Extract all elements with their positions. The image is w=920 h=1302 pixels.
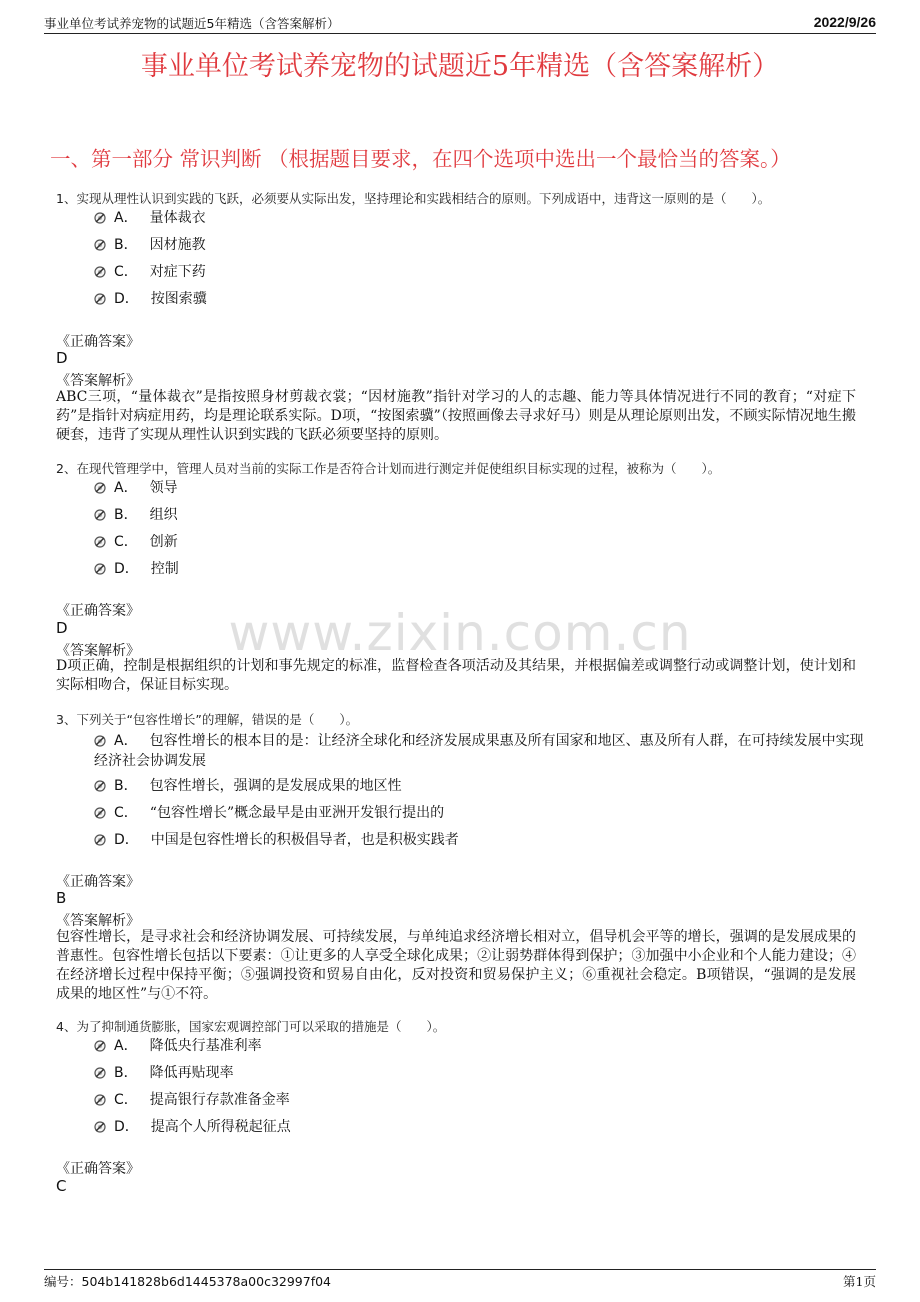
option-letter: C． [114,264,138,280]
radio-icon[interactable] [94,212,106,224]
option-a[interactable] [94,731,864,771]
correct-answer: D [56,349,68,367]
option-text: 包容性增长，强调的是发展成果的地区性 [149,778,402,794]
option-a[interactable] [94,478,864,498]
correct-answer: B [56,889,67,907]
explanation-label: 《答案解析》 [56,913,140,929]
option-text: 提高银行存款准备金率 [149,1092,290,1108]
question-stem: 4、为了抑制通货膨胀，国家宏观调控部门可以采取的措施是（ ）。 [56,1019,446,1034]
option-a[interactable] [94,1036,864,1056]
option-b[interactable] [94,505,864,525]
explanation-text: ABC三项，“量体裁衣”是指按照身材剪裁衣裳；“因材施教”指针对学习的人的志趣、能力等具体情况进行不同的教育；“对症下药”是指针对病症用药，均是理论联系实际。D项，“按图索骥”（按照画像去寻求好马）则是从理论原则出发，不顾实际情况地生搬硬套，违背了实现从理性认识到实践的飞跃必须要坚持的原则。 [56,389,856,443]
watermark: www.zixin.com.cn [228,604,692,662]
document-id: 编号：504b141828b6d1445378a00c32997f04 [44,1274,332,1289]
option-letter: D． [114,1119,139,1135]
explanation-text: 包容性增长，是寻求社会和经济协调发展、可持续发展，与单纯追求经济增长相对立，倡导机会平等的增长，强调的是发展成果的普惠性。包容性增长包括以下要素：①让更多的人享受全球化成果；②让弱势群体得到保护；③加强中小企业和个人能力建设；④在经济增长过程中保持平衡；⑤强调投资和贸易自由化，反对投资和贸易保护主义；⑥重视社会稳定。B项错误，“强调的是发展成果的地区性”与①不符。 [56,929,856,1002]
radio-icon[interactable] [94,1040,106,1052]
option-d[interactable] [94,559,864,579]
option-text: 提高个人所得税起征点 [150,1119,291,1135]
question-stem: 3、下列关于“包容性增长”的理解，错误的是（ ）。 [56,712,359,727]
radio-icon[interactable] [94,1121,106,1133]
radio-icon[interactable] [94,834,106,846]
radio-icon[interactable] [94,563,106,575]
radio-icon[interactable] [94,293,106,305]
option-text: 对症下药 [149,264,206,280]
option-letter: B． [114,778,138,794]
option-letter: C． [114,534,138,550]
question-stem: 2、在现代管理学中，管理人员对当前的实际工作是否符合计划而进行测定并促使组织目标实现的过程，被称为（ ）。 [56,461,721,476]
answer-label: 《正确答案》 [56,603,140,619]
option-b[interactable] [94,776,864,796]
option-text: 包容性增长的根本目的是：让经济全球化和经济发展成果惠及所有国家和地区、惠及所有人群，在可持续发展中实现经济社会协调发展 [94,733,864,769]
option-c[interactable] [94,803,864,823]
option-letter: C． [114,805,138,821]
answer-label: 《正确答案》 [56,874,140,890]
radio-icon[interactable] [94,1094,106,1106]
explanation-text: D项正确，控制是根据组织的计划和事先规定的标准，监督检查各项活动及其结果，并根据偏差或调整行动或调整计划，使计划和实际相吻合，保证目标实现。 [56,658,856,693]
answer-label: 《正确答案》 [56,334,140,350]
option-d[interactable] [94,1117,864,1137]
option-letter: B． [114,1065,138,1081]
option-text: 降低再贴现率 [149,1065,234,1081]
option-text: 创新 [149,534,178,550]
radio-icon[interactable] [94,536,106,548]
question-stem: 1、实现从理性认识到实践的飞跃，必须要从实际出发，坚持理论和实践相结合的原则。下列成语中，违背这一原则的是（ ）。 [56,191,771,206]
option-text: 按图索骥 [150,291,207,307]
radio-icon[interactable] [94,780,106,792]
explanation-label: 《答案解析》 [56,373,140,389]
option-text: 领导 [149,480,178,496]
radio-icon[interactable] [94,1067,106,1079]
option-c[interactable] [94,262,864,282]
footer-divider [44,1269,876,1270]
option-a[interactable] [94,208,864,228]
radio-icon[interactable] [94,735,106,747]
option-b[interactable] [94,235,864,255]
option-letter: D． [114,561,139,577]
page-number: 第1页 [843,1274,876,1289]
document-title: 事业单位考试养宠物的试题近5年精选（含答案解析） [140,51,780,82]
correct-answer: D [56,619,68,637]
radio-icon[interactable] [94,482,106,494]
option-letter: C． [114,1092,138,1108]
option-text: “包容性增长”概念最早是由亚洲开发银行提出的 [149,805,445,821]
option-c[interactable] [94,532,864,552]
radio-icon[interactable] [94,266,106,278]
correct-answer: C [56,1177,67,1195]
header-divider [44,33,876,34]
option-letter: A． [114,210,138,226]
option-letter: D． [114,291,139,307]
radio-icon[interactable] [94,239,106,251]
option-d[interactable] [94,289,864,309]
option-letter: A． [114,1038,138,1054]
radio-icon[interactable] [94,509,106,521]
header-date: 2022/9/26 [813,14,876,30]
option-letter: B． [114,237,138,253]
option-text: 量体裁衣 [149,210,206,226]
option-letter: A． [114,480,138,496]
header-doc-title: 事业单位考试养宠物的试题近5年精选（含答案解析） [44,16,340,31]
radio-icon[interactable] [94,807,106,819]
option-letter: B． [114,507,138,523]
page-header [44,14,876,34]
section-heading: 一、第一部分 常识判断 （根据题目要求，在四个选项中选出一个最恰当的答案。） [50,147,791,171]
option-text: 组织 [149,507,178,523]
option-text: 控制 [150,561,179,577]
option-d[interactable] [94,830,864,850]
option-b[interactable] [94,1063,864,1083]
option-letter: A． [114,733,138,749]
answer-label: 《正确答案》 [56,1161,140,1177]
option-letter: D． [114,832,139,848]
option-text: 降低央行基准利率 [149,1038,262,1054]
option-text: 中国是包容性增长的积极倡导者，也是积极实践者 [150,832,459,848]
explanation-label: 《答案解析》 [56,643,140,659]
option-text: 因材施教 [149,237,206,253]
option-c[interactable] [94,1090,864,1110]
